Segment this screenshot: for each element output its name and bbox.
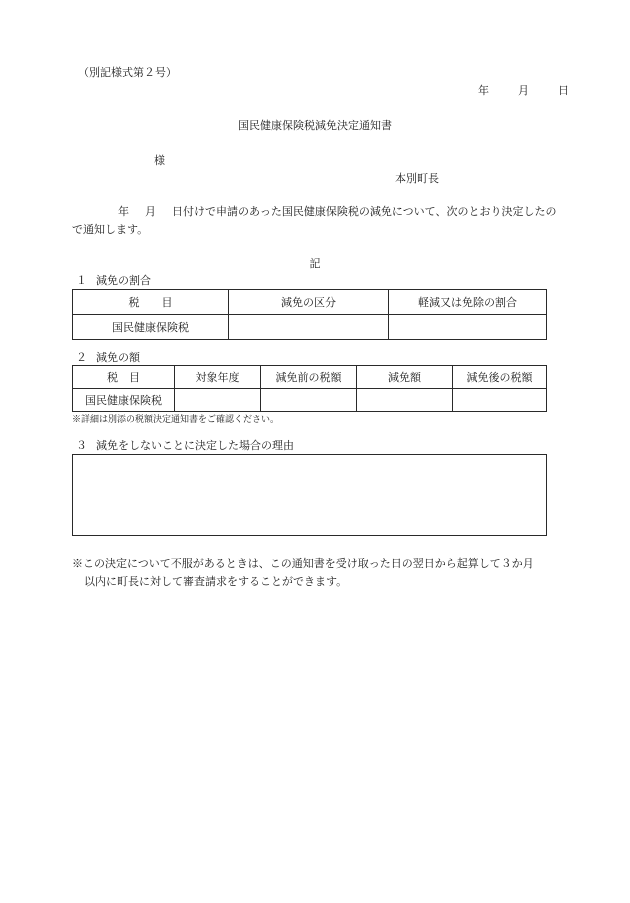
detail-note: ※詳細は別添の税額決定通知書をご確認ください。 (72, 415, 280, 425)
form-number-label: （別記様式第２号） (78, 66, 177, 79)
table-header-row (73, 366, 547, 389)
addressee-suffix: 様 (154, 154, 165, 167)
header-reduction-amount: 減免額 (357, 366, 453, 389)
section2-title: 減免の額 (96, 351, 140, 364)
header-reduction-category: 減免の区分 (229, 290, 389, 315)
appeal-note-line2: 以内に町長に対して審査請求をすることができます。 (84, 575, 348, 588)
sender-name: 本別町長 (395, 172, 439, 185)
cell-reduction-category (229, 315, 389, 340)
cell-reduction-amount (357, 389, 453, 412)
section3-heading (76, 437, 294, 453)
cell-tax-item: 国民健康保険税 (73, 315, 229, 340)
notice-body (72, 203, 560, 239)
section1-title: 減免の割合 (96, 274, 151, 287)
table-row (73, 315, 547, 340)
cell-tax-item: 国民健康保険税 (73, 389, 175, 412)
section3-title: 減免をしないことに決定した場合の理由 (96, 439, 294, 452)
header-reduction-ratio: 軽減又は免除の割合 (389, 290, 547, 315)
date-year: 年 (478, 84, 489, 97)
table-header-row (73, 290, 547, 315)
cell-amount-after (453, 389, 547, 412)
header-tax-item: 税 目 (73, 290, 229, 315)
reason-box (72, 454, 547, 536)
date-month: 月 (518, 84, 529, 97)
table-row (73, 389, 547, 412)
ki-heading: 記 (309, 257, 321, 270)
section2-heading (76, 349, 140, 365)
reduction-ratio-table (72, 289, 547, 340)
body-month: 月 (145, 205, 156, 218)
appeal-note-line1: ※この決定について不服があるときは、この通知書を受け取った日の翌日から起算して３か月 (72, 557, 534, 570)
header-amount-after: 減免後の税額 (453, 366, 547, 389)
header-target-year: 対象年度 (175, 366, 261, 389)
section1-number: １ (76, 274, 87, 287)
cell-target-year (175, 389, 261, 412)
section3-number: ３ (76, 439, 87, 452)
cell-amount-before (261, 389, 357, 412)
section1-heading (76, 272, 151, 288)
body-text: 日付けで申請のあった国民健康保険税の減免について、次のとおり決定したので通知します。 (72, 205, 557, 236)
document-title: 国民健康保険税減免決定通知書 (238, 119, 392, 132)
cell-reduction-ratio (389, 315, 547, 340)
section2-number: ２ (76, 351, 87, 364)
issue-date (478, 82, 569, 98)
appeal-note (72, 555, 560, 591)
header-amount-before: 減免前の税額 (261, 366, 357, 389)
header-tax-item: 税 目 (73, 366, 175, 389)
date-day: 日 (558, 84, 569, 97)
reduction-amount-table (72, 365, 547, 412)
body-year: 年 (118, 205, 129, 218)
